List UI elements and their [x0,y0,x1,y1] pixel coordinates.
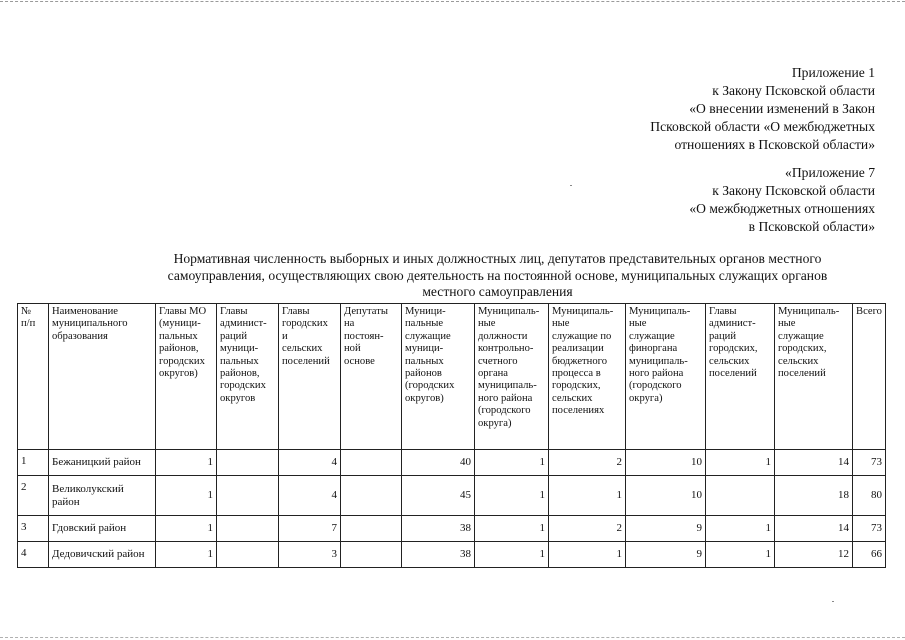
cell-total: 66 [853,542,886,568]
cell-value: 1 [475,450,549,476]
cell-value: 12 [775,542,853,568]
appendix-line: к Закону Псковской области [712,83,875,98]
row-name: Великолукский район [49,476,156,516]
title-line: местного самоуправления [422,284,573,299]
cell-value: 4 [279,450,341,476]
header-cell-number: № п/п [18,304,49,450]
cell-value [341,542,402,568]
cell-value: 9 [626,516,706,542]
cell-value: 1 [156,516,217,542]
cell-total: 73 [853,516,886,542]
cell-value: 1 [706,516,775,542]
title-line: Нормативная численность выборных и иных должностных лиц, депутатов представительных органов местного [173,251,822,266]
cell-value: 1 [156,450,217,476]
cell-value: 40 [402,450,475,476]
cell-value [217,476,279,516]
appendix-line: «О внесении изменений в Закон [689,101,875,116]
cell-value: 10 [626,476,706,516]
scan-speck [832,601,834,602]
table-header-row [18,304,886,450]
cell-value: 9 [626,542,706,568]
cell-value: 45 [402,476,475,516]
cell-value: 14 [775,450,853,476]
appendix-line: отношениях в Псковской области» [674,137,875,152]
table-row [18,476,886,516]
title-line: самоуправления, осуществляющих свою деятельность на постоянной основе, муниципальных служащих органов [167,267,828,283]
cell-value: 1 [549,476,626,516]
appendix-line: Псковской области «О межбюджетных [650,119,875,134]
header-cell-budget-process: Муниципаль- ные служащие по реализации бюджетного процесса в городских, сельских поселениях [549,304,626,450]
header-cell-deputies: Депутаты на постоян- ной основе [341,304,402,450]
header-cell-settlement-employees: Муниципаль- ные служащие городских, сельских поселений [775,304,853,450]
row-name: Дедовичский район [49,542,156,568]
scan-edge-bottom [0,637,905,638]
header-cell-settlement-heads: Главы городских и сельских поселений [279,304,341,450]
cell-value: 1 [475,476,549,516]
header-cell-finance-body: Муниципаль- ные служащие финоргана муниципаль- ного района (городского округа) [626,304,706,450]
appendix-line: Приложение 1 [791,65,875,80]
cell-total: 80 [853,476,886,516]
appendix7-line: «О межбюджетных отношениях [689,201,875,216]
header-cell-admin-heads: Главы админист- раций муници- пальных районов, городских округов [217,304,279,450]
appendix7-line: к Закону Псковской области [712,183,875,198]
cell-value [341,516,402,542]
cell-value [341,476,402,516]
cell-value: 3 [279,542,341,568]
cell-value: 1 [156,476,217,516]
cell-value [341,450,402,476]
row-number: 1 [18,450,49,476]
appendix7-line: в Псковской области» [748,219,875,234]
cell-value [217,516,279,542]
cell-value: 1 [549,542,626,568]
cell-value: 1 [475,542,549,568]
cell-value: 1 [156,542,217,568]
header-cell-name: Наименование муниципального образования [49,304,156,450]
row-name: Бежаницкий район [49,450,156,476]
header-cell-total: Всего [853,304,886,450]
header-cell-audit-body: Муниципаль- ные должности контрольно- счетного органа муниципаль- ного района (городского округа) [475,304,549,450]
cell-total: 73 [853,450,886,476]
cell-value: 38 [402,516,475,542]
header-cell-district-employees: Муници- пальные служащие муници- пальных районов (городских округов) [402,304,475,450]
cell-value [217,450,279,476]
row-number: 4 [18,542,49,568]
cell-value: 38 [402,542,475,568]
cell-value: 4 [279,476,341,516]
cell-value [706,476,775,516]
row-number: 2 [18,476,49,516]
table-row [18,542,886,568]
cell-value: 10 [626,450,706,476]
appendix7-line: «Приложение 7 [785,165,875,180]
appendix7-header [689,164,875,236]
document-title [120,251,875,301]
table-row [18,516,886,542]
cell-value: 7 [279,516,341,542]
scan-edge-top [0,1,905,2]
cell-value: 2 [549,450,626,476]
header-cell-settlement-admin-heads: Главы админист- раций городских, сельских поселений [706,304,775,450]
row-number: 3 [18,516,49,542]
appendix-header [650,64,875,154]
table-row [18,450,886,476]
cell-value: 18 [775,476,853,516]
staffing-table [17,303,886,568]
cell-value: 14 [775,516,853,542]
cell-value: 1 [475,516,549,542]
cell-value: 1 [706,542,775,568]
cell-value: 1 [706,450,775,476]
cell-value: 2 [549,516,626,542]
cell-value [217,542,279,568]
row-name: Гдовский район [49,516,156,542]
scan-speck [570,185,572,186]
header-cell-mo-heads: Главы МО (муници- пальных районов, городских округов) [156,304,217,450]
